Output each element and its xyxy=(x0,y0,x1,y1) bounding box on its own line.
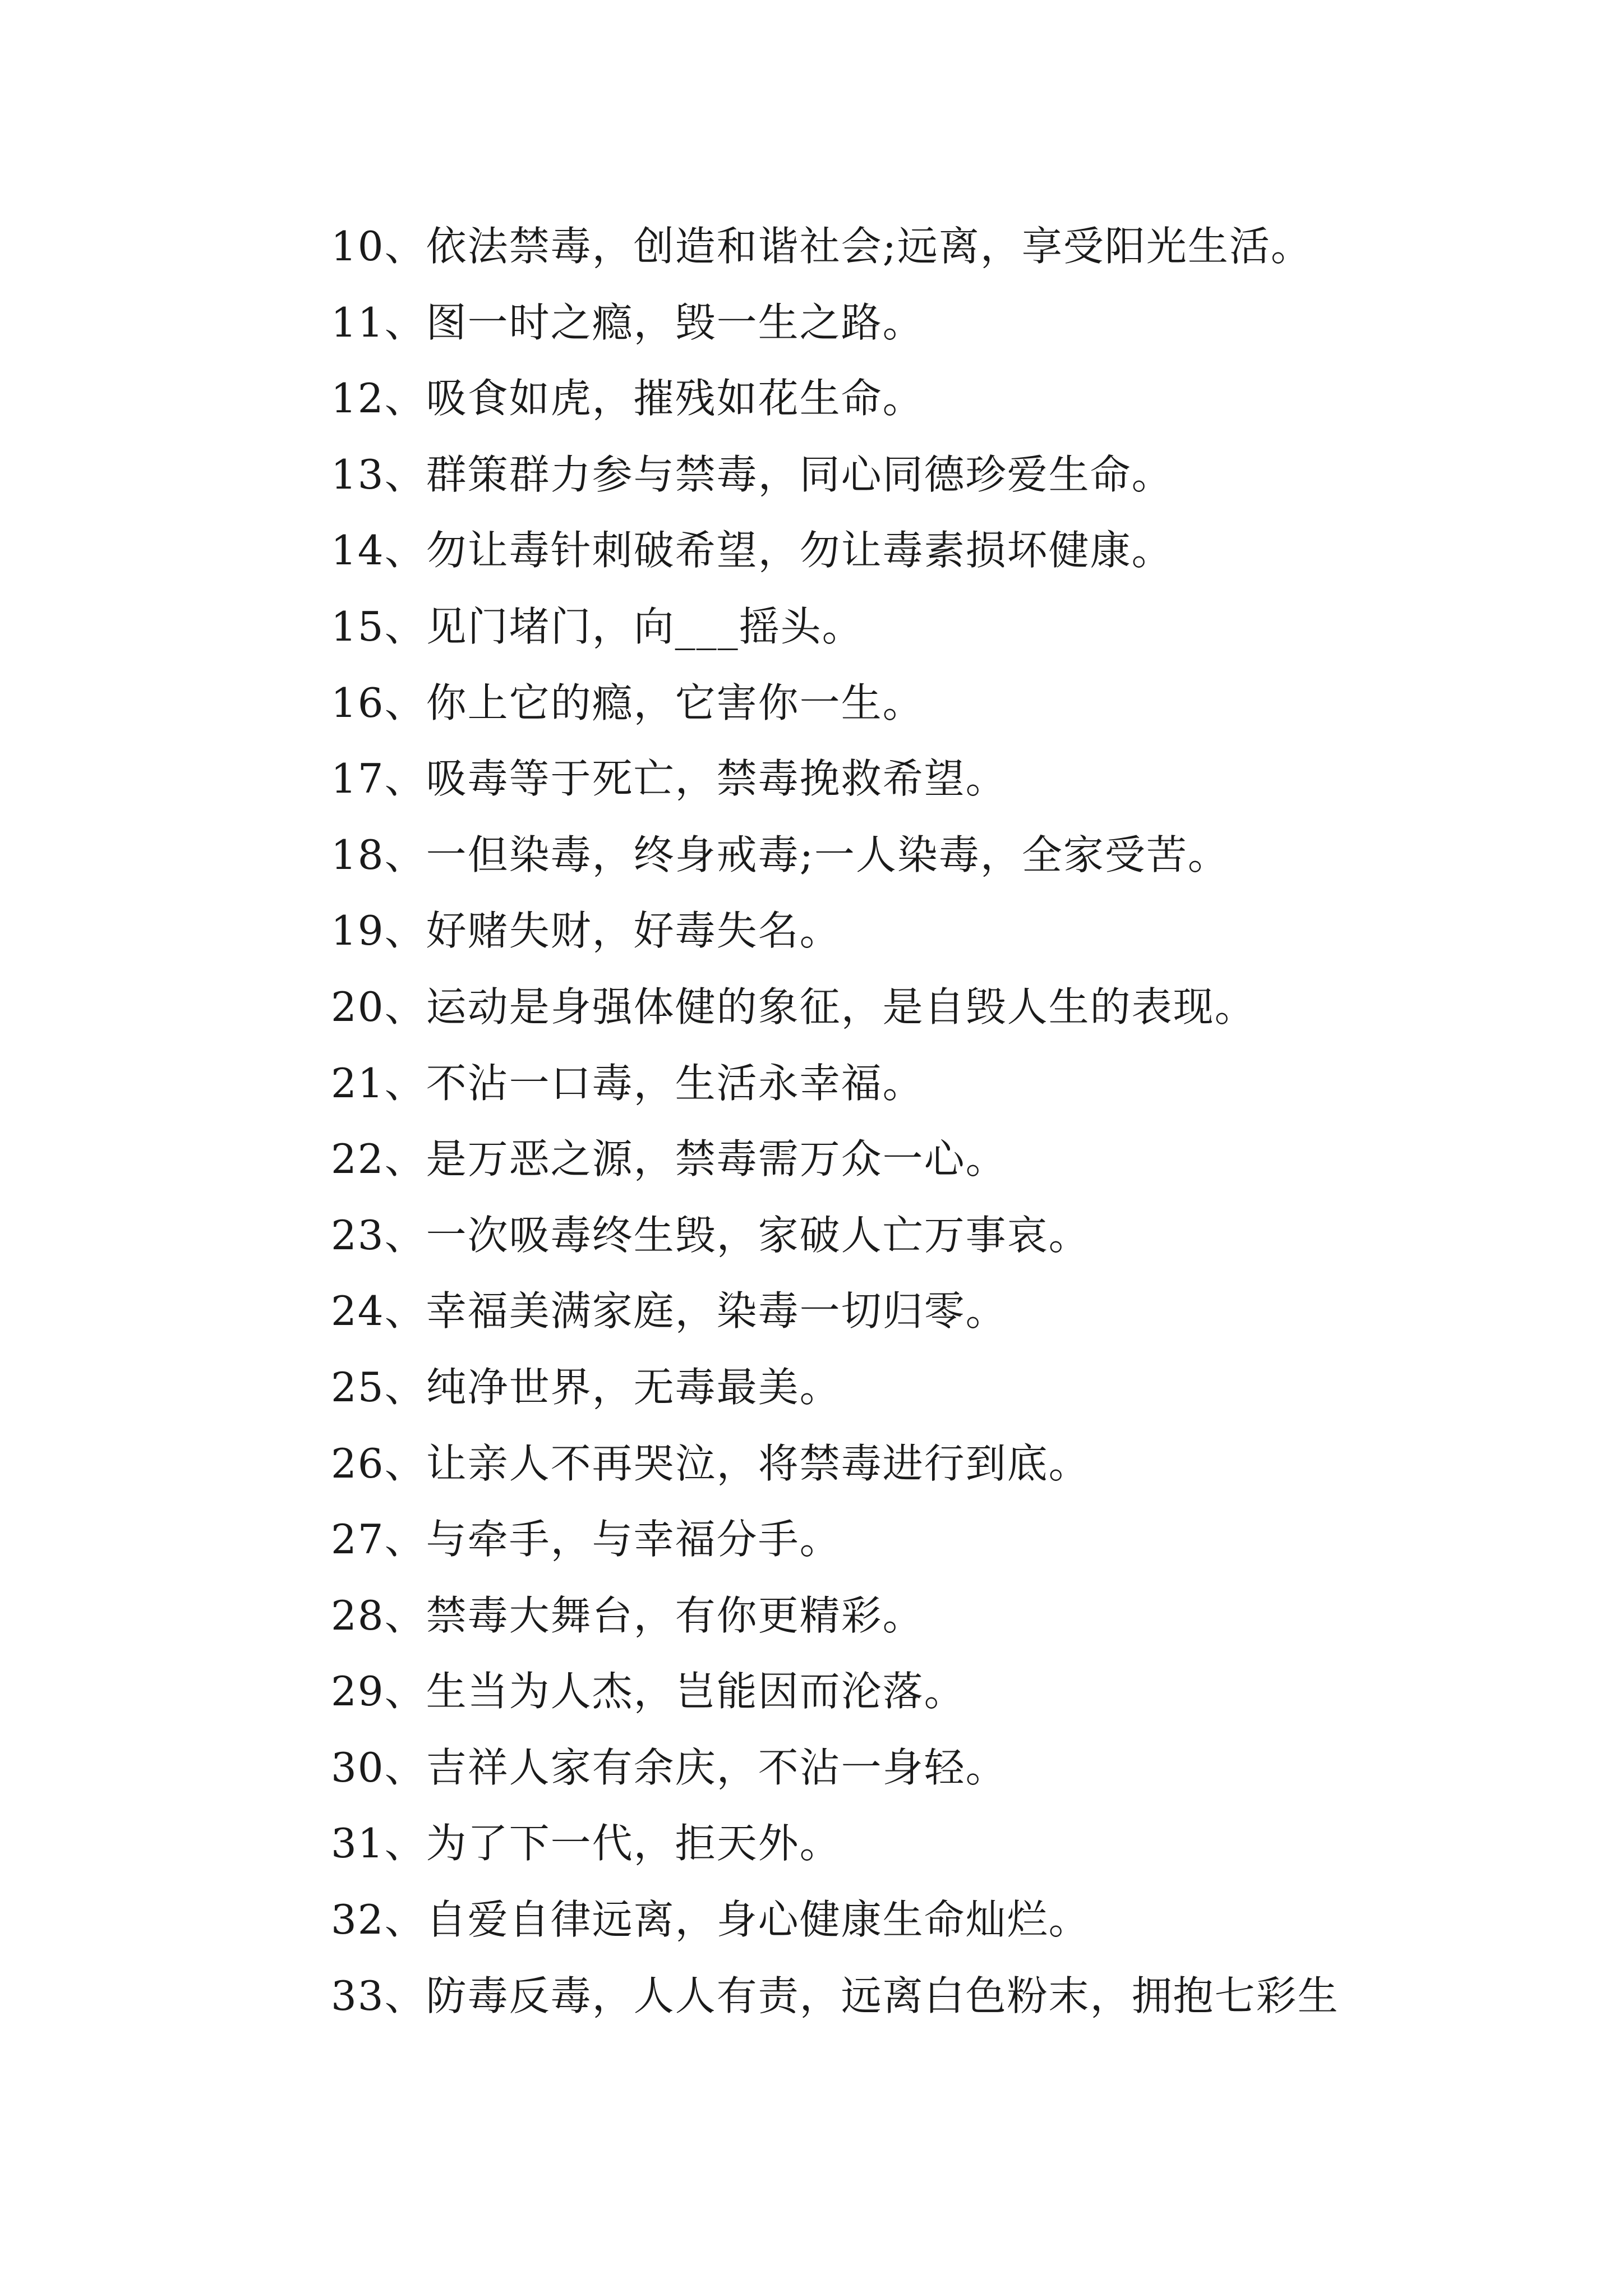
slogan-list xyxy=(331,209,1537,2034)
slogan-line: 15、见门堵门，向___摇头。 xyxy=(331,602,864,650)
slogan-line: 23、一次吸毒终生毁，家破人亡万事哀。 xyxy=(331,1211,1090,1259)
slogan-line: 10、依法禁毒，创造和谐社会;远离，享受阳光生活。 xyxy=(331,223,1312,270)
slogan-line: 28、禁毒大舞台，有你更精彩。 xyxy=(331,1591,924,1639)
slogan-line: 29、生当为人杰，岂能因而沦落。 xyxy=(331,1668,966,1715)
slogan-line: 25、纯净世界，无毒最美。 xyxy=(331,1363,841,1411)
slogan-line: 11、图一时之瘾，毁一生之路。 xyxy=(331,298,924,346)
slogan-line: 30、吉祥人家有余庆，不沾一身轻。 xyxy=(331,1743,1007,1791)
slogan-line: 22、是万恶之源，禁毒需万众一心。 xyxy=(331,1135,1007,1183)
slogan-line: 31、为了下一代，拒天外。 xyxy=(331,1820,841,1867)
slogan-line: 20、运动是身强体健的象征，是自毁人生的表现。 xyxy=(331,983,1256,1030)
slogan-line: 21、不沾一口毒，生活永幸福。 xyxy=(331,1059,924,1107)
slogan-line: 17、吸毒等于死亡，禁毒挽救希望。 xyxy=(331,755,1007,803)
slogan-line: 19、好赌失财，好毒失名。 xyxy=(331,907,841,955)
slogan-line: 33、防毒反毒，人人有责，远离白色粉末，拥抱七彩生 xyxy=(331,1972,1339,2019)
slogan-line: 12、吸食如虎，摧残如花生命。 xyxy=(331,375,924,422)
slogan-line: 14、勿让毒针刺破希望，勿让毒素损坏健康。 xyxy=(331,527,1173,574)
slogan-line: 27、与牵手，与幸福分手。 xyxy=(331,1516,841,1563)
slogan-line: 26、让亲人不再哭泣，将禁毒进行到底。 xyxy=(331,1439,1090,1487)
slogan-line: 16、你上它的瘾，它害你一生。 xyxy=(331,679,924,726)
slogan-line: 24、幸福美满家庭，染毒一切归零。 xyxy=(331,1287,1007,1335)
slogan-line: 32、自爱自律远离，身心健康生命灿烂。 xyxy=(331,1896,1090,1944)
slogan-line: 13、群策群力参与禁毒，同心同德珍爱生命。 xyxy=(331,450,1173,498)
slogan-line: 18、一但染毒，终身戒毒;一人染毒，全家受苦。 xyxy=(331,831,1229,878)
